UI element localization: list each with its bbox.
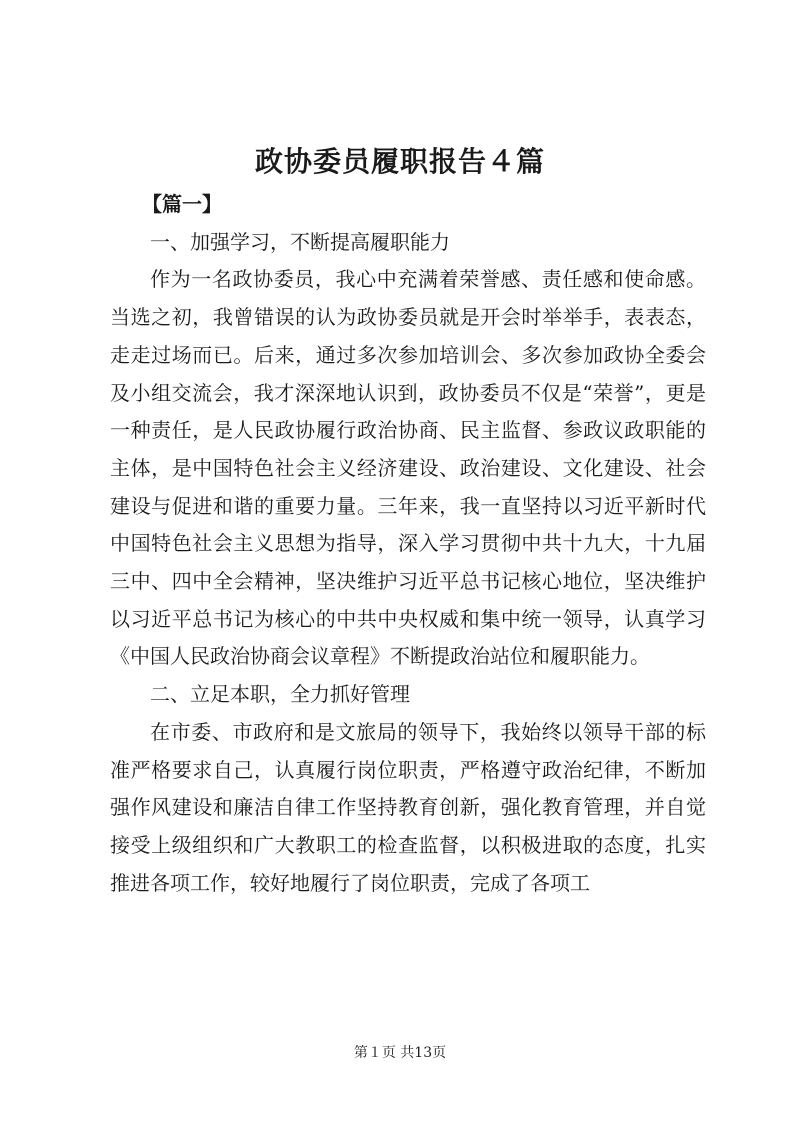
section-label: 【篇一】	[142, 192, 222, 216]
heading-1: 一、加强学习，不断提高履职能力	[150, 229, 450, 254]
paragraph-2: 在市委、市政府和是文旅局的领导下，我始终以领导干部的标准严格要求自己，认真履行岗位职责，严格遵守政治纪律，不断加强作风建设和廉洁自律工作坚持教育创新，强化教育管理，并自觉接受上级组织和广大教职工的检查监督，以积极进取的态度，扎实推进各项工作，较好地履行了岗位职责，完成了各项工	[110, 719, 706, 895]
document-body	[110, 186, 706, 902]
heading-2: 二、立足本职，全力抓好管理	[150, 682, 410, 707]
paragraph-1: 作为一名政协委员，我心中充满着荣誉感、责任感和使命感。当选之初，我曾错误的认为政协委员就是开会时举举手，表表态，走走过场而已。后来，通过多次参加培训会、多次参加政协全委会及小组交流会，我才深深地认识到，政协委员不仅是“荣誉”，更是一种责任，是人民政协履行政治协商、民主监督、参政议政职能的主体，是中国特色社会主义经济建设、政治建设、文化建设、社会建设与促进和谐的重要力量。三年来，我一直坚持以习近平新时代中国特色社会主义思想为指导，深入学习贯彻中共十九大，十九届三中、四中全会精神，坚决维护习近平总书记核心地位，坚决维护以习近平总书记为核心的中共中央权威和集中统一领导，认真学习《中国人民政治协商会议章程》不断提政治站位和履职能力。	[110, 267, 706, 669]
document-title: 政协委员履职报告４篇	[254, 145, 545, 178]
page-number: 第１页 共13页	[353, 1045, 447, 1061]
